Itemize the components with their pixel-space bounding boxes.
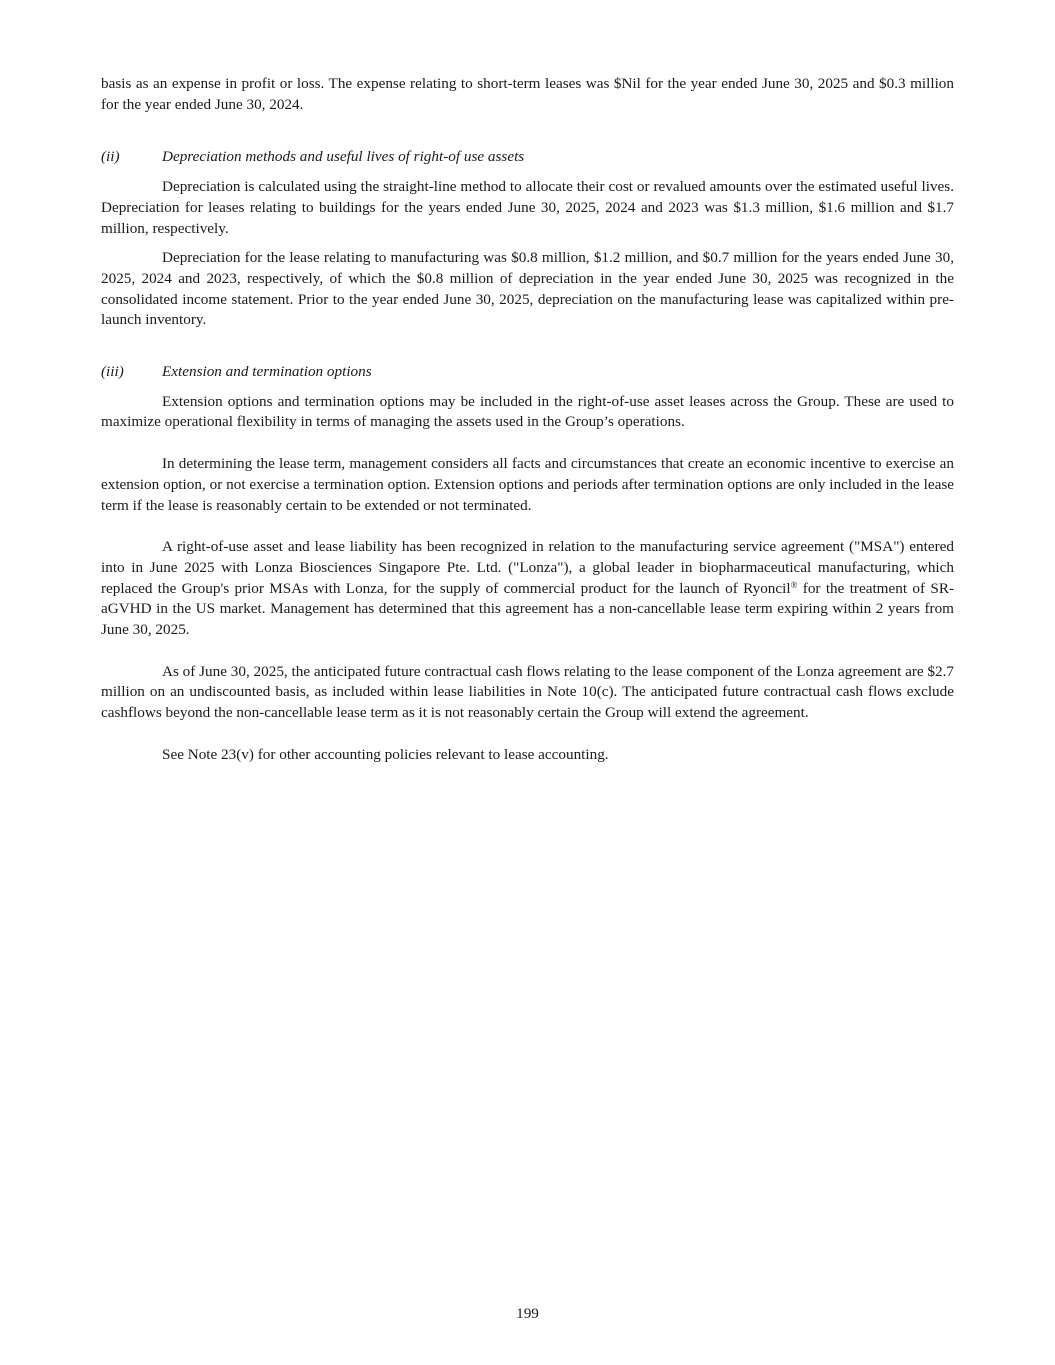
registered-mark: ®: [790, 579, 798, 590]
paragraph: Extension options and termination options may be included in the right-of-use asset leases across the Group. These are used to maximize operational flexibility in terms of managing the assets used in the Group’s operations.: [101, 392, 954, 431]
section-number: (iii): [101, 363, 124, 381]
section-heading-ii: [101, 147, 954, 168]
paragraph: Depreciation for the lease relating to manufacturing was $0.8 million, $1.2 million, and $0.7 million for the years ended June 30, 2025, 2024 and 2023, respectively, of which the $0.8 million of depreciation in the year ended June 30, 2025 was recognized in the consolidated income statement. Prior to the year ended June 30, 2025, depreciation on the manufacturing lease was capitalized within pre-launch inventory.: [101, 249, 954, 329]
paragraph: In determining the lease term, management considers all facts and circumstances that create an economic incentive to exercise an extension option, or not exercise a termination option. Extension options and periods after termination options are only included in the lease term if the lease is reasonably certain to be extended or not terminated.: [101, 455, 954, 514]
intro-paragraph: basis as an expense in profit or loss. The expense relating to short-term leases was $Nil for the year ended June 30, 2025 and $0.3 million for the year ended June 30, 2024.: [101, 75, 954, 113]
document-body: [101, 74, 954, 766]
paragraph: As of June 30, 2025, the anticipated future contractual cash flows relating to the lease component of the Lonza agreement are $2.7 million on an undiscounted basis, as included within lease liabilities in Note 10(c). The anticipated future contractual cash flows exclude cashflows beyond the non-cancellable lease term as it is not reasonably certain the Group will extend the agreement.: [101, 662, 954, 722]
paragraph-text: for the treatment of SR-aGVHD in the US market. Management has determined that this agreement has a non-cancellable lease term expiring within 2 years from June 30, 2025.: [101, 579, 955, 639]
paragraph: Depreciation is calculated using the straight-line method to allocate their cost or revalued amounts over the estimated useful lives. Depreciation for leases relating to buildings for the years ended June 30, 2025, 2024 and 2023 was $1.3 million, $1.6 million and $1.7 million, respectively.: [101, 178, 954, 237]
section-title: Extension and termination options: [162, 363, 372, 381]
section-title: Depreciation methods and useful lives of right-of use assets: [162, 148, 525, 166]
section-number: (ii): [101, 148, 120, 166]
paragraph: See Note 23(v) for other accounting policies relevant to lease accounting.: [162, 745, 609, 763]
page-number: 199: [516, 1305, 539, 1322]
paragraph-text: A right-of-use asset and lease liability has been recognized in relation to the manufacturing service agreement ("MSA") entered into in June 2025 with Lonza Biosciences Singapore Pte. Ltd. ("Lonza"), a global leader in biopharmaceutical manufacturing, which replaced the Group's prior MSAs with Lonza, for the supply of commercial product for the launch of Ryoncil: [101, 538, 954, 597]
section-heading-iii: [101, 362, 954, 383]
paragraph-lonza-msa: [101, 537, 954, 641]
